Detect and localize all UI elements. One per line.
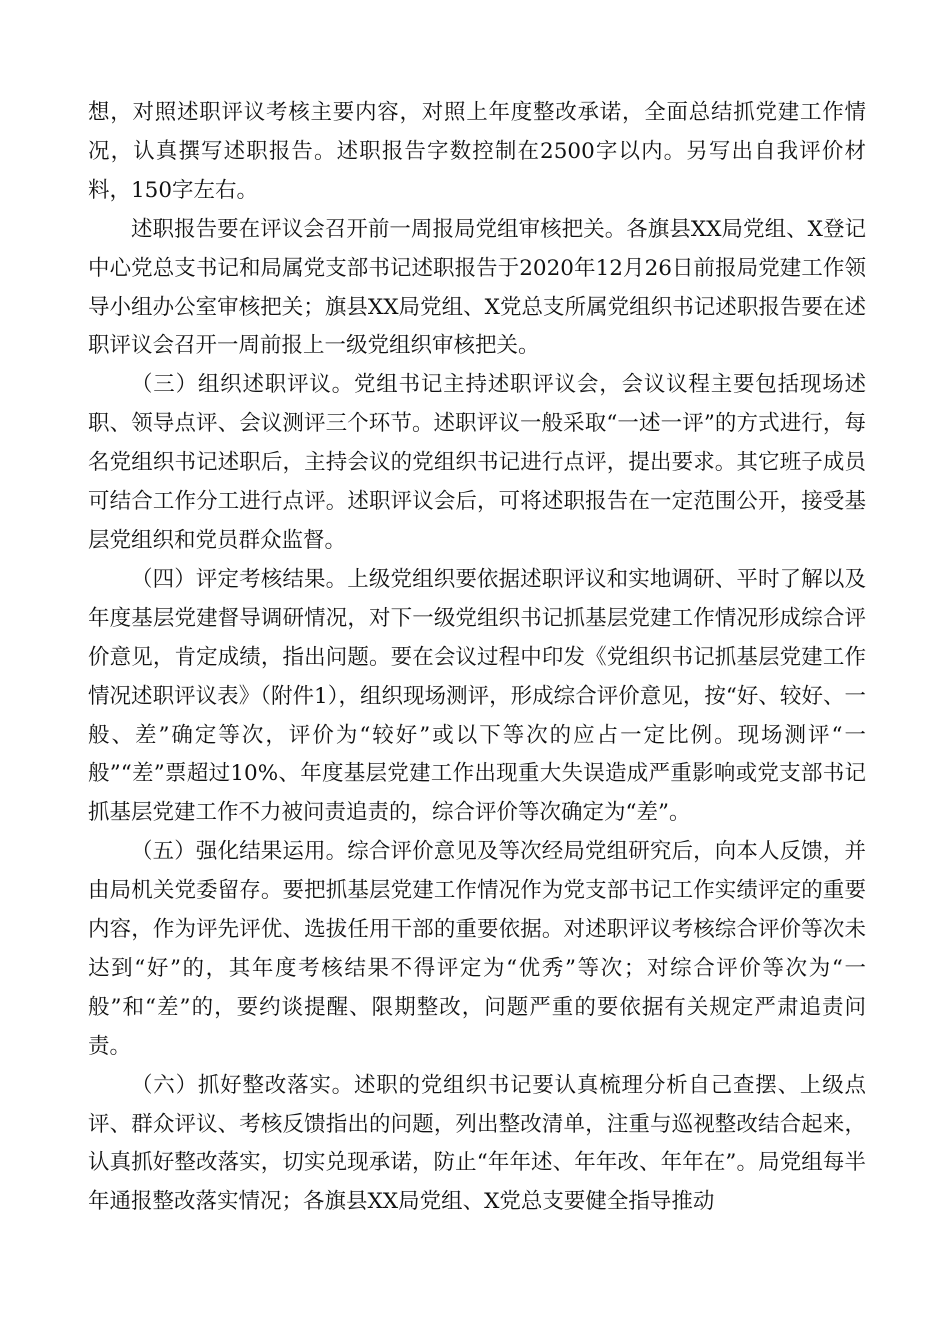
- paragraph-summary-requirements: 想，对照述职评议考核主要内容，对照上年度整改承诺，全面总结抓党建工作情况，认真撰写述职报告。述职报告字数控制在2500字以内。另写出自我评价材料，150字左右。: [88, 100, 866, 203]
- paragraph-organize-review: （三）组织述职评议。党组书记主持述职评议会，会议议程主要包括现场述职、领导点评、会议测评三个环节。述职评议一般采取“一述一评”的方式进行，每名党组织书记述职后，主持会议的党组织书记进行点评，提出要求。其它班子成员可结合工作分工进行点评。述职评议会后，可将述职报告在一定范围公开，接受基层党组织和党员群众监督。: [88, 372, 866, 553]
- paragraph-result-application: （五）强化结果运用。综合评价意见及等次经局党组研究后，向本人反馈，并由局机关党委留存。要把抓基层党建工作情况作为党支部书记工作实绩评定的重要内容，作为评先评优、选拔任用干部的重要依据。对述职评议考核综合评价等次未达到“好”的，其年度考核结果不得评定为“优秀”等次；对综合评价等次为“一般”和“差”的，要约谈提醒、限期整改，问题严重的要依据有关规定严肃追责问责。: [88, 839, 866, 1059]
- paragraph-report-review: 述职报告要在评议会召开前一周报局党组审核把关。各旗县XX局党组、X登记中心党总支书记和局属党支部书记述职报告于2020年12月26日前报局党建工作领导小组办公室审核把关；旗县XX局党组、X党总支所属党组织书记述职报告要在述职评议会召开一周前报上一级党组织审核把关。: [88, 216, 866, 359]
- paragraph-rectification: （六）抓好整改落实。述职的党组织书记要认真梳理分析自己查摆、上级点评、群众评议、考核反馈指出的问题，列出整改清单，注重与巡视整改结合起来，认真抓好整改落实，切实兑现承诺，防止“年年述、年年改、年年在”。局党组每半年通报整改落实情况；各旗县XX局党组、X党总支要健全指导推动: [88, 1072, 866, 1215]
- paragraph-assessment-results: （四）评定考核结果。上级党组织要依据述职评议和实地调研、平时了解以及年度基层党建督导调研情况，对下一级党组织书记抓基层党建工作情况形成综合评价意见，肯定成绩，指出问题。要在会议过程中印发《党组织书记抓基层党建工作情况述职评议表》（附件1），组织现场测评，形成综合评价意见，按“好、较好、一般、差”确定等次，评价为“较好”或以下等次的应占一定比例。现场测评“一般”“差”票超过10%、年度基层党建工作出现重大失误造成严重影响或党支部书记抓基层党建工作不力被问责追责的，综合评价等次确定为“差”。: [88, 566, 866, 826]
- document-body: [88, 94, 866, 1222]
